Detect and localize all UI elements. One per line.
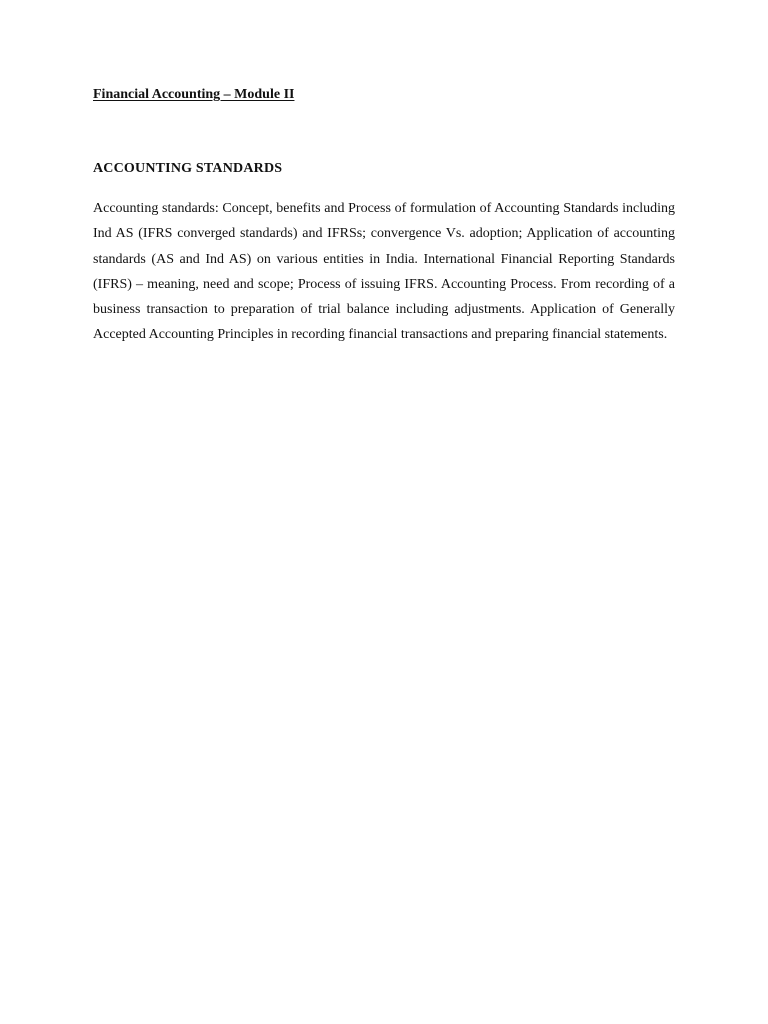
section-heading: ACCOUNTING STANDARDS	[93, 161, 283, 176]
body-paragraph: Accounting standards: Concept, benefits and Process of formulation of Accounting Standards including Ind AS (IFRS converged standards) and IFRSs; convergence Vs. adoption; Application of accounting standards (AS and Ind AS) on various entities in India. International Financial Reporting Standards (IFRS) – meaning, need and scope; Process of issuing IFRS. Accounting Process. From recording of a business transaction to preparation of trial balance including adjustments. Application of Generally Accepted Accounting Principles in recording financial transactions and preparing financial statements.	[93, 201, 675, 343]
document-title: Financial Accounting – Module II	[93, 87, 295, 102]
